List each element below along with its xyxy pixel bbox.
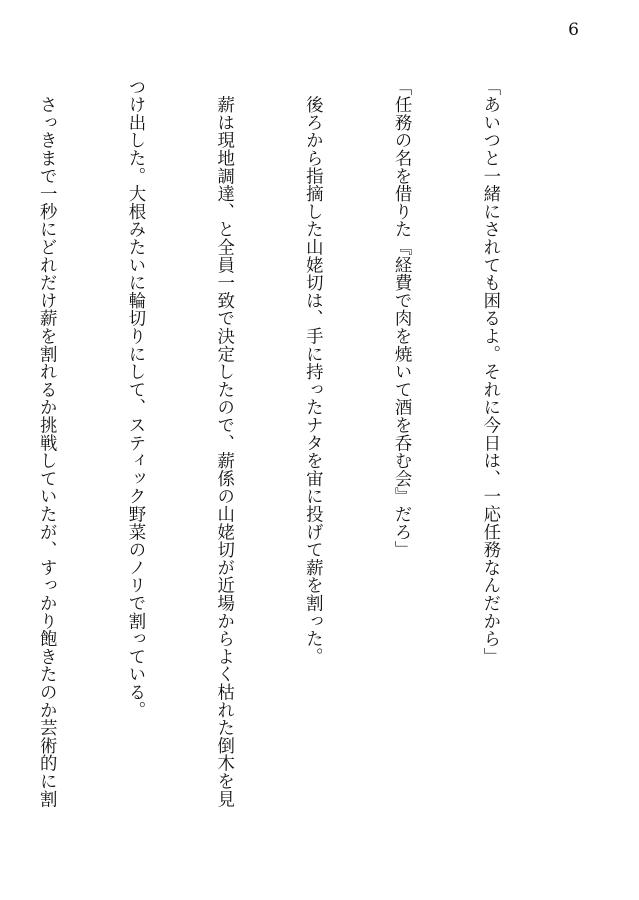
text-line: つけ出した。大根みたいに輪切りにして、スティック野菜のノリで割っている。 [124,78,145,719]
text-line: さっきまで一秒にどれだけ薪を割れるか挑戦していたが、すっかり飽きたのか芸術的に割 [36,78,57,808]
text-line: 「任務の名を借りた『経費で肉を焼いて酒を呑む会』だろ」 [391,78,412,559]
novel-text-block [36,78,563,848]
text-line: 後ろから指摘した山姥切は、手に持ったナタを宙に投げて薪を割った。 [302,78,323,666]
page-number: 6 [568,20,579,40]
text-line: 「あいつと一緒にされても困るよ。それに今日は、一応任務なんだから」 [479,78,500,666]
text-line: 薪は現地調達、と全員一致で決定したので、薪係の山姥切が近場からよく枯れた倒木を見 [213,78,234,808]
